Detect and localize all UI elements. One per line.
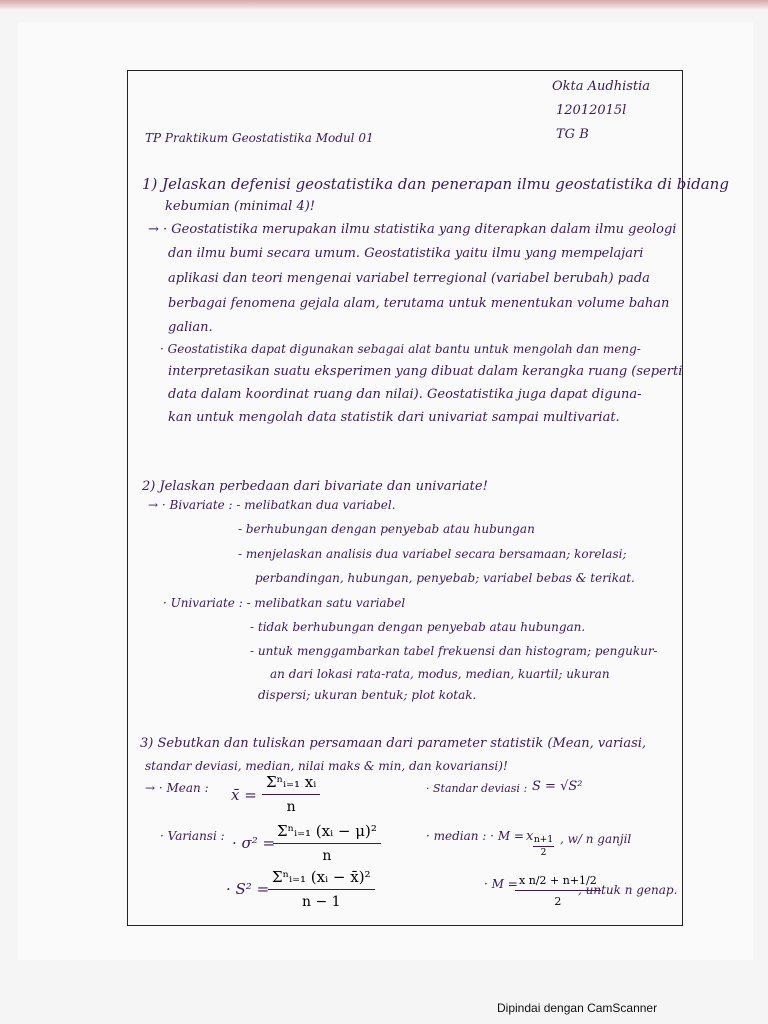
q1-line-8: · Geostatistika dapat digunakan sebagai alat bantu untuk mengolah dan meng- — [160, 342, 641, 356]
median-label: · median : · M = — [426, 829, 524, 843]
median-sub-numerator: n+1 — [534, 835, 554, 845]
q2-line-1: 2) Jelaskan perbedaan dari bivariate dan univariate! — [142, 479, 488, 494]
var-lhs: · σ² = — [232, 834, 276, 852]
q2-line-5: perbandingan, hubungan, penyebab; variabel bebas & terikat. — [255, 571, 635, 585]
var-fraction — [273, 822, 381, 864]
q2-line-3: - berhubungan dengan penyebab atau hubungan — [238, 522, 535, 536]
q1-line-9: interpretasikan suatu eksperimen yang dibuat dalam kerangka ruang (seperti — [168, 364, 683, 379]
q1-line-4: dan ilmu bumi secara umum. Geostatistika yaitu ilmu yang mempelajari — [168, 246, 644, 261]
q3-line-1: 3) Sebutkan dan tuliskan persamaan dari parameter statistik (Mean, variasi, — [140, 736, 647, 751]
q1-line-3: → · Geostatistika merupakan ilmu statistika yang diterapkan dalam ilmu geologi — [148, 222, 677, 237]
s2-denominator: n − 1 — [302, 894, 341, 910]
median-even-denominator: 2 — [554, 895, 562, 908]
student-class: TG B — [556, 127, 589, 142]
median-odd-note: , w/ n ganjil — [560, 832, 632, 846]
mean-denominator: n — [286, 799, 296, 815]
median-sub-denominator: 2 — [540, 848, 547, 858]
s2-fraction — [268, 868, 375, 910]
q2-line-8: - untuk menggambarkan tabel frekuensi dan histogram; pengukur- — [250, 644, 658, 658]
median-x: x — [526, 829, 534, 844]
q1-line-7: galian. — [168, 320, 213, 335]
s2-lhs: · S² = — [226, 880, 270, 898]
q1-line-11: kan untuk mengolah data statistik dari univariat sampai multivariat. — [168, 410, 620, 425]
scan-top-edge — [0, 0, 768, 10]
student-id: 12012015l — [556, 103, 627, 118]
q2-line-2: → · Bivariate : - melibatkan dua variabel. — [148, 498, 396, 512]
scanner-watermark: Dipindai dengan CamScanner — [497, 1001, 658, 1015]
q2-line-9: an dari lokasi rata-rata, modus, median, kuartil; ukuran — [270, 667, 610, 681]
student-name: Okta Audhistia — [552, 79, 651, 94]
var-denominator: n — [322, 848, 332, 864]
var-numerator: Σⁿᵢ₌₁ (xᵢ − μ)² — [277, 822, 377, 840]
median-subscript — [533, 835, 554, 858]
q1-line-1: 1) Jelaskan defenisi geostatistika dan penerapan ilmu geostatistika di bidang — [142, 175, 729, 193]
mean-lhs: x̄ = — [231, 786, 257, 804]
q2-line-6: · Univariate : - melibatkan satu variabel — [163, 596, 406, 610]
mean-numerator: Σⁿᵢ₌₁ xᵢ — [266, 773, 317, 791]
q1-line-2: kebumian (minimal 4)! — [165, 199, 316, 214]
std-formula: S = √S² — [532, 779, 583, 794]
s2-numerator: Σⁿᵢ₌₁ (xᵢ − x̄)² — [272, 868, 371, 886]
mean-fraction — [262, 773, 320, 815]
q1-line-10: data dalam koordinat ruang dan nilai). Geostatistika juga dapat diguna- — [168, 387, 642, 402]
var-label: · Variansi : — [160, 829, 225, 843]
q3-line-2: standar deviasi, median, nilai maks & min, dan kovariansi)! — [145, 759, 508, 773]
q1-line-6: berbagai fenomena gejala alam, terutama untuk menentukan volume bahan — [168, 296, 670, 311]
q2-line-10: dispersi; ukuran bentuk; plot kotak. — [258, 688, 477, 702]
q1-line-5: aplikasi dan teori mengenai variabel terregional (variabel berubah) pada — [168, 271, 650, 286]
median-even-lhs: · M = — [484, 877, 518, 891]
mean-label: → · Mean : — [145, 781, 209, 795]
document-title: TP Praktikum Geostatistika Modul 01 — [145, 131, 374, 145]
std-label: · Standar deviasi : — [426, 782, 528, 795]
median-even-numerator: x n/2 + n+1/2 — [519, 874, 597, 887]
q2-line-7: - tidak berhubungan dengan penyebab atau hubungan. — [250, 620, 586, 634]
median-even-note: , untuk n genap. — [578, 883, 678, 897]
q2-line-4: - menjelaskan analisis dua variabel secara bersamaan; korelasi; — [238, 547, 627, 561]
